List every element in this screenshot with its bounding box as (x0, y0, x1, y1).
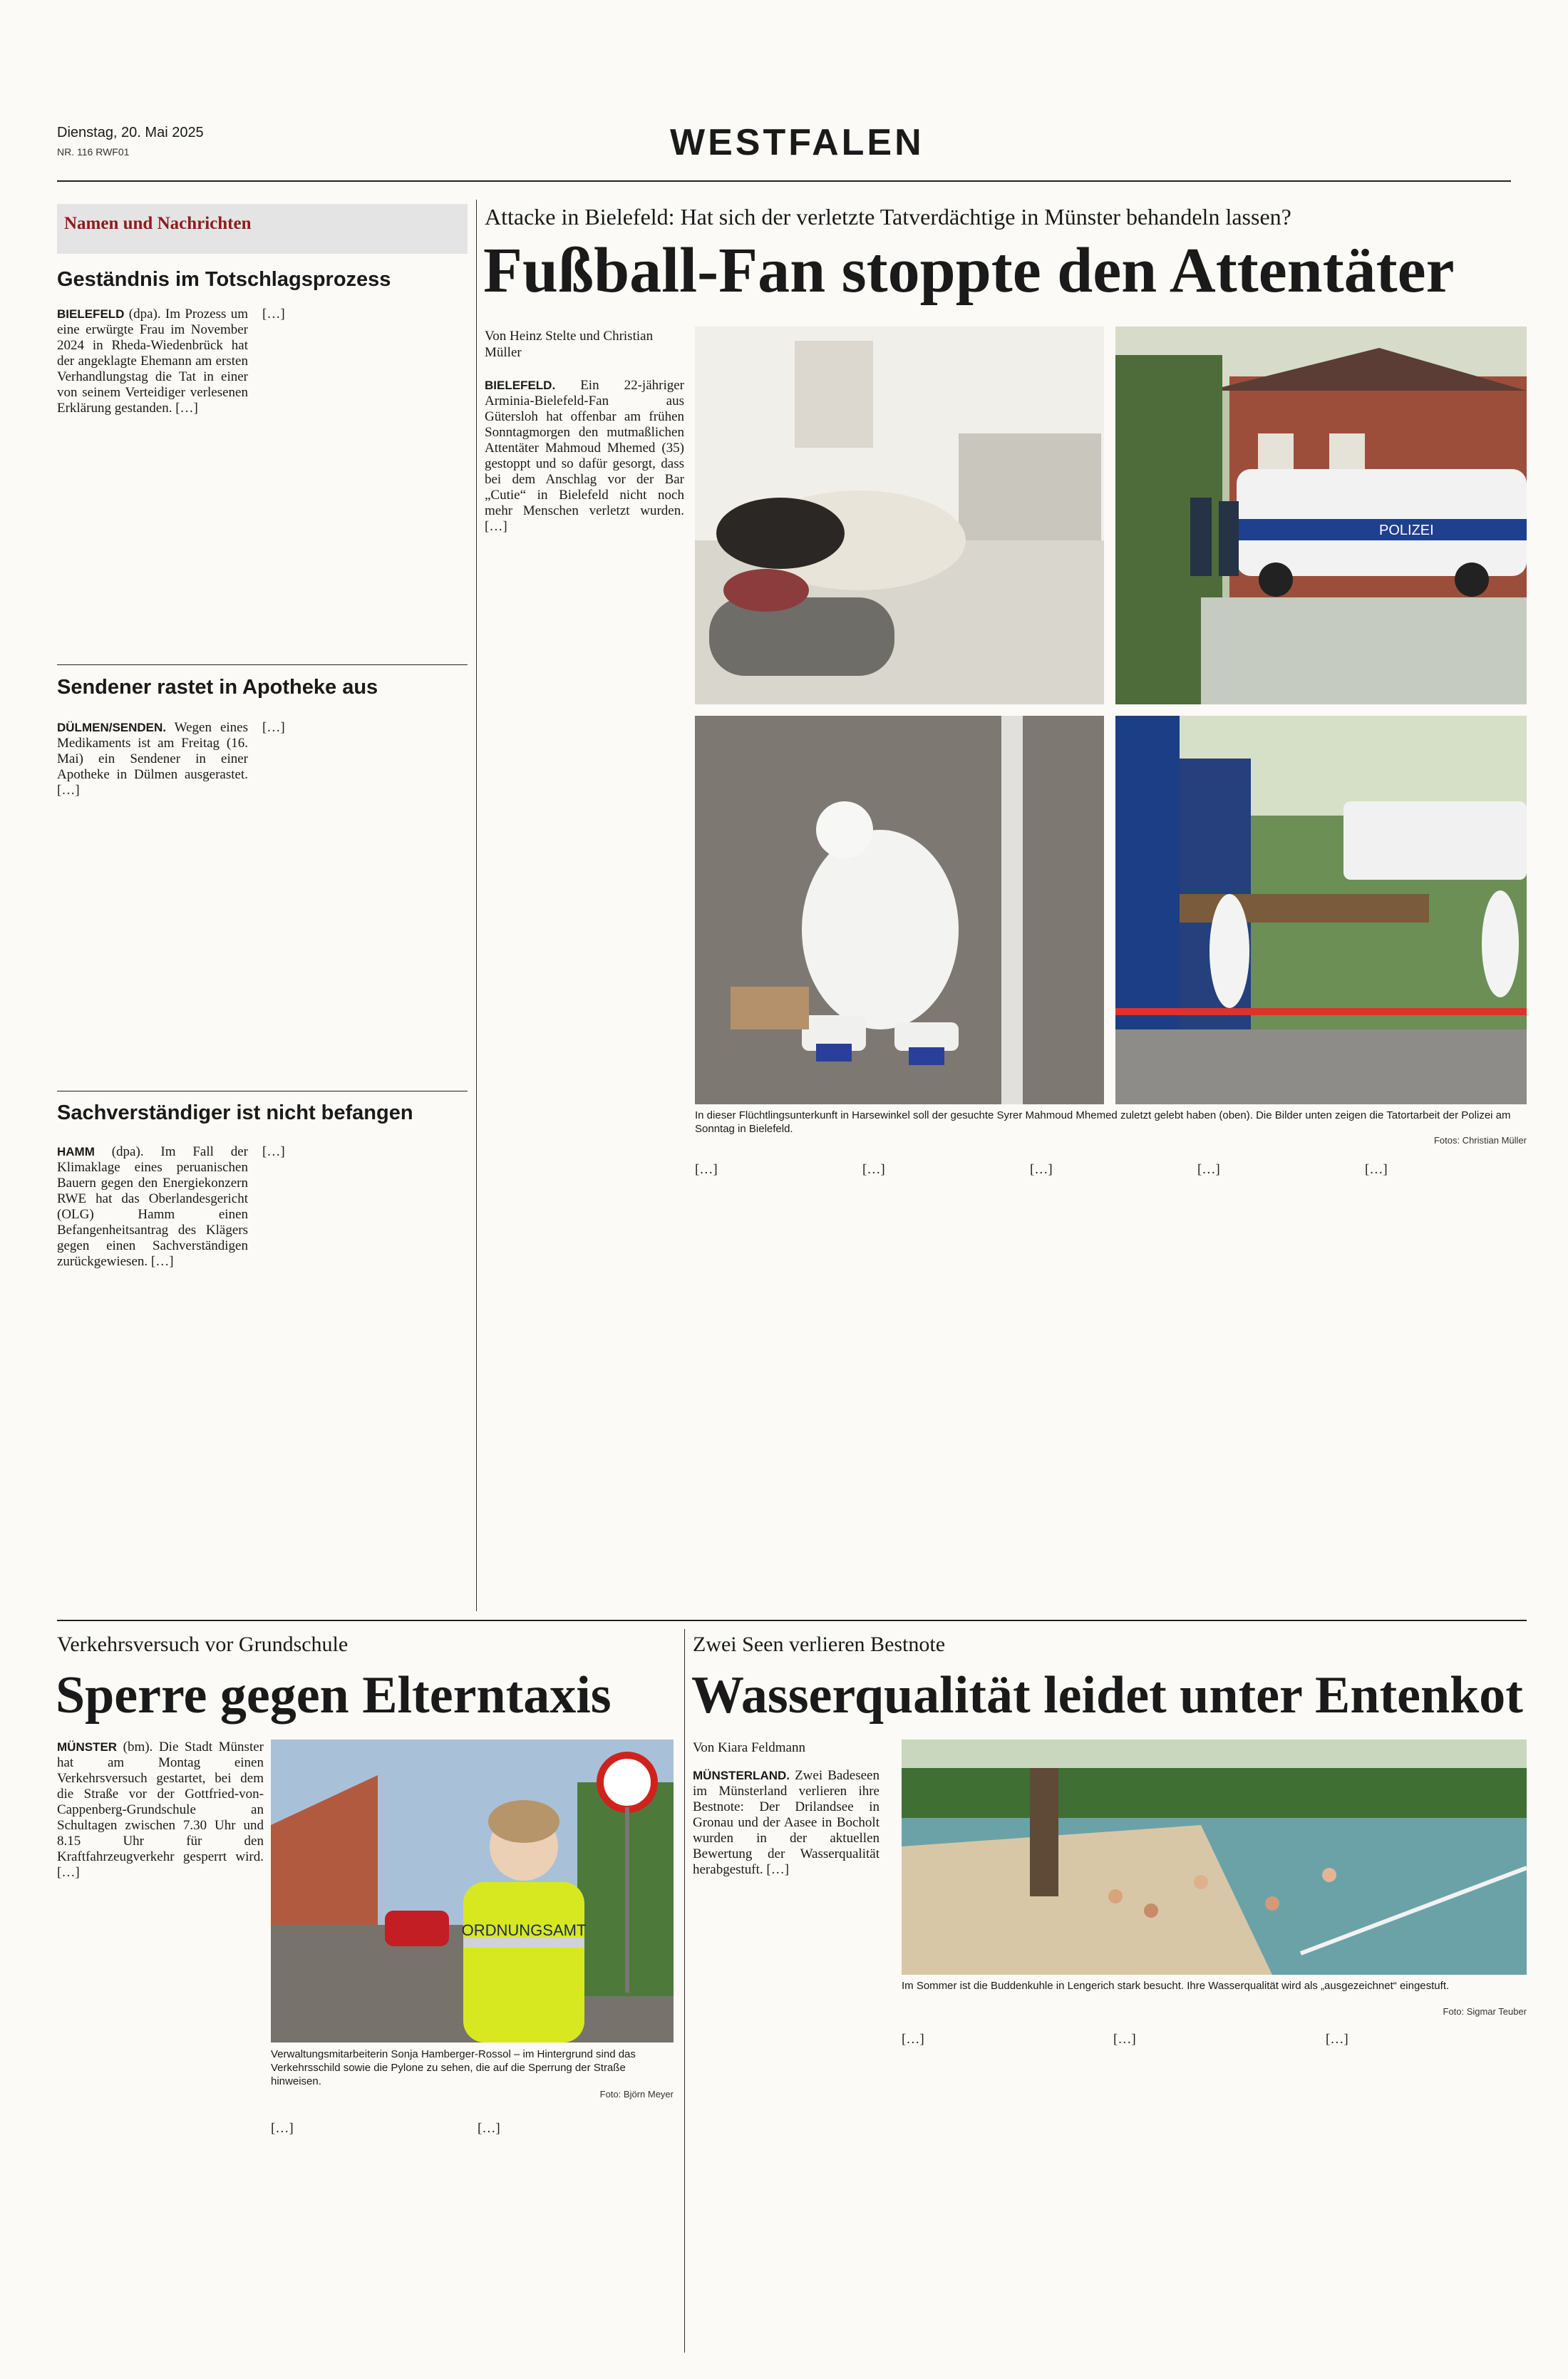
sidebar-box-title: Namen und Nachrichten (64, 214, 252, 233)
dateline: BIELEFELD (57, 307, 125, 321)
sidebar-headline-2: Sendener rastet in Apotheke aus (57, 676, 378, 699)
traffic-col-3: […] (478, 2121, 500, 2136)
lead-col-3: […] (862, 1162, 885, 1177)
room-illustration (695, 327, 1104, 704)
lead-photo-caption: In dieser Flüchtlingsunterkunft in Harsewinkel soll der gesuchte Syrer Mahmoud Mhemed zuletzt gelebt haben (oben). Die Bilder unten zeigen die Tatortarbeit der Polizei am Sonntag in Bielefeld. (695, 1109, 1511, 1135)
police-scene-illustration (1115, 327, 1527, 704)
traffic-headline: Sperre gegen Elterntaxis (56, 1666, 612, 1725)
lead-intro (485, 378, 684, 1611)
photo-traffic-officer (271, 1740, 674, 2043)
page-rule (57, 1620, 1527, 1621)
crime-scene-illustration (1115, 716, 1527, 1104)
lead-col-6: […] (1365, 1162, 1388, 1177)
photo-forensic-officer (695, 716, 1104, 1104)
body-text: Wegen eines Medikaments ist am Freitag (16. Mai) ein Sendener in einer Apotheke in Dülmen ausgerastet. […] (57, 720, 248, 798)
water-byline: Von Kiara Feldmann (693, 1740, 805, 1755)
water-photo-credit: Foto: Sigmar Teuber (1443, 2006, 1527, 2017)
photo-bathing-lake (902, 1740, 1527, 1975)
column-divider (476, 200, 477, 1611)
lead-dateline: BIELEFELD. (485, 379, 556, 392)
photo-refugee-room (695, 327, 1104, 704)
traffic-dateline: MÜNSTER (57, 1740, 118, 1754)
water-kicker: Zwei Seen verlieren Bestnote (693, 1633, 946, 1656)
body-text: (dpa). Im Fall der Klimaklage eines peruanischen Bauern gegen den Energiekonzern RWE hat das Oberlandesgericht (OLG) Hamm einen Befangenheitsantrag des Klägers gegen einen Sachverständigen zurückgewiesen. […] (57, 1144, 248, 1269)
sidebar-rule-1 (57, 664, 468, 665)
lake-illustration (902, 1740, 1527, 1975)
water-photo-caption: Im Sommer ist die Buddenkuhle in Lengerich stark besucht. Ihre Wasserqualität wird als „ausgezeichnet“ eingestuft. (902, 1980, 1450, 1992)
traffic-intro (57, 1740, 264, 2353)
traffic-photo-caption: Verwaltungsmitarbeiterin Sonja Hamberger-Rossol – im Hintergrund sind das Verkehrsschild sowie die Pylone zu sehen, die auf die Sperrung der Straße hinweisen. (271, 2048, 636, 2087)
sidebar-article-2-col2: […] (262, 720, 285, 735)
lead-headline: Fußball-Fan stoppte den Attentäter (483, 235, 1455, 306)
body-text: (dpa). Im Prozess um eine erwürgte Frau im November 2024 in Rheda-Wiedenbrück hat der angeklagte Ehemann am ersten Verhandlungstag die Tat in einer von seinem Verteidiger verlesenen Erklärung gestanden. […] (57, 307, 248, 416)
water-intro-text: Zwei Badeseen im Münsterland verlieren ihre Bestnote: Der Drilandsee in Gronau und der Aasee in Bocholt wurden in der aktuellen Bewertung der Wasserqualität herabgestuft. […] (693, 1768, 880, 1877)
issue-number: NR. 116 RWF01 (57, 146, 130, 158)
header-rule (57, 180, 1511, 182)
sidebar-article-3-col2: […] (262, 1144, 285, 1159)
lead-photo-credit: Fotos: Christian Müller (1433, 1135, 1527, 1146)
vest-text: ORDNUNGSAMT (461, 1921, 587, 1939)
section-title: WESTFALEN (670, 122, 924, 163)
traffic-intro-text: (bm). Die Stadt Münster hat am Montag einen Verkehrsversuch gestartet, bei dem die Straße vor der Gottfried-von-Cappenberg-Grundschule an Schultagen zwischen 7.30 Uhr und 8.15 Uhr für den Kraftfahrzeugverkehr gesperrt wird. […] (57, 1740, 264, 1880)
lead-col-4: […] (1030, 1162, 1053, 1177)
lead-col-5: […] (1197, 1162, 1220, 1177)
sidebar-article-1-col1 (57, 307, 248, 649)
water-headline: Wasserqualität leidet unter Entenkot (691, 1666, 1523, 1725)
lead-kicker: Attacke in Bielefeld: Hat sich der verletzte Tatverdächtige in Münster behandeln lassen? (485, 204, 1291, 230)
lead-byline: Von Heinz Stelte und Christian Müller (485, 329, 654, 360)
dateline: DÜLMEN/SENDEN. (57, 721, 167, 734)
issue-date: Dienstag, 20. Mai 2025 (57, 125, 204, 140)
sidebar-headline-3: Sachverständiger ist nicht befangen (57, 1101, 413, 1124)
traffic-col-2: […] (271, 2121, 294, 2136)
photo-police-van (1115, 327, 1527, 704)
dateline: HAMM (57, 1145, 95, 1158)
lead-col-2: […] (695, 1162, 718, 1177)
water-col-2: […] (902, 2032, 924, 2047)
police-label: POLIZEI (1379, 523, 1434, 538)
traffic-photo-credit: Foto: Björn Meyer (599, 2089, 674, 2100)
forensic-illustration (695, 716, 1104, 1104)
water-intro (693, 1768, 880, 2353)
bottom-column-divider (684, 1629, 685, 2353)
sidebar-article-2-col1 (57, 720, 248, 1077)
photo-crime-scene (1115, 716, 1527, 1104)
sidebar-box-head (57, 204, 468, 254)
sidebar-article-3-col1 (57, 1144, 248, 1608)
sidebar-headline-1: Geständnis im Totschlagsprozess (57, 268, 391, 291)
sidebar-article-1-col2: […] (262, 307, 285, 322)
water-col-4: […] (1326, 2032, 1348, 2047)
water-dateline: MÜNSTERLAND. (693, 1769, 790, 1782)
water-col-3: […] (1113, 2032, 1136, 2047)
traffic-kicker: Verkehrsversuch vor Grundschule (57, 1633, 349, 1656)
traffic-illustration (271, 1740, 674, 2043)
lead-intro-text: Ein 22-jähriger Arminia-Bielefeld-Fan aus Gütersloh hat offenbar am frühen Sonntagmorgen den mutmaßlichen Attentäter Mahmoud Mhemed (35) gestoppt und so dafür gesorgt, dass bei dem Anschlag vor der Bar „Cutie“ in Bielefeld nicht noch mehr Menschen verletzt wurden. […] (485, 378, 684, 534)
